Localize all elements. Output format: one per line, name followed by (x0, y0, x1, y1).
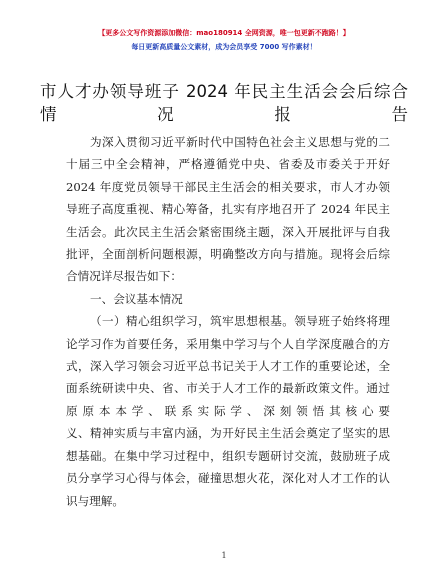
text-line: 想基础。在集中学习过程中，组织专题研讨交流，鼓励班子成 (66, 448, 390, 463)
text-line: 十届三中全会精神，严格遵循党中央、省委及市委关于开好 (66, 157, 390, 172)
document-body (66, 131, 390, 512)
subsection-paragraph (66, 310, 390, 512)
text-line: 义、精神实质与丰富内涵，为开好民主生活会奠定了坚实的思 (66, 426, 390, 441)
text-line: 为深入贯彻习近平新时代中国特色社会主义思想与党的二 (90, 135, 390, 149)
text-line: （一）精心组织学习，筑牢思想根基。领导班子始终将理 (90, 314, 390, 329)
text-line: 原原本本学、联系实际学、深刻领悟其核心要 (66, 403, 390, 418)
document-title (40, 80, 408, 126)
intro-paragraph (66, 131, 390, 288)
promo-banner-blue: 每日更新高质量公文素材，成为会员享受 7000 写作素材！ (131, 43, 317, 51)
text-line: 论学习作为首要任务，采用集中学习与个人自学深度融合的方 (66, 336, 390, 351)
text-line: 批评，全面剖析问题根源，明确整改方向与措施。现将会后综 (66, 247, 390, 262)
text-line: 面系统研读中央、省、市关于人才工作的最新政策文件。通过 (66, 381, 390, 396)
promo-banner-red: 【更多公文写作资源添加微信：mao180914 全网资源，唯一包更新不跑路！】 (98, 29, 350, 37)
text-line: 生活会。此次民主生活会紧密围绕主题，深入开展批评与自我 (66, 224, 390, 239)
page-number: 1 (221, 551, 227, 560)
title-line: 市人才办领导班子 2024 年民主生活会会后综合 (40, 82, 408, 101)
text-line: 2024 年度党员领导干部民主生活会的相关要求，市人才办领 (66, 179, 390, 194)
title-line: 情况报告 (40, 105, 408, 124)
text-line: 导班子高度重视、精心筹备，扎实有序地召开了 2024 年民主 (66, 202, 390, 217)
text-line: 合情况详尽报告如下： (66, 269, 182, 284)
text-line: 一、会议基本情况 (90, 291, 183, 306)
section-heading (66, 288, 390, 310)
text-line: 识与理解。 (66, 493, 124, 508)
text-line: 员分享学习心得与体会，碰撞思想火花，深化对人才工作的认 (66, 471, 390, 486)
text-line: 式，深入学习领会习近平总书记关于人才工作的重要论述，全 (66, 359, 390, 374)
